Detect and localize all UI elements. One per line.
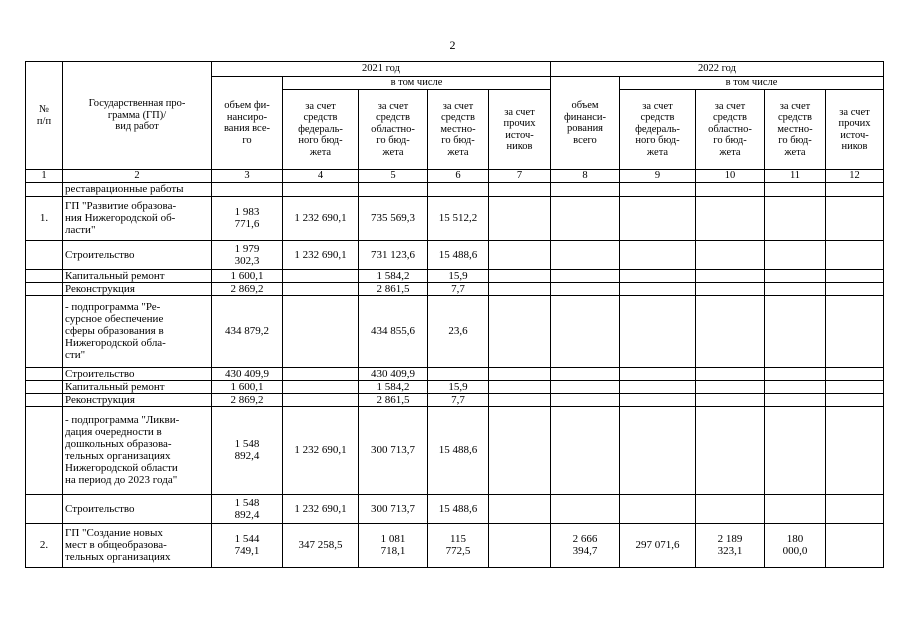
row-value [620, 240, 696, 269]
row-value [765, 269, 826, 282]
row-name: - подпрограмма "Ликви- дация очередности в дошкольных образова- тельных организациях Нижегородской области на период до 2023 года" [63, 406, 212, 494]
header-federal-2022: за счет средств федераль- ного бюд- жета [620, 90, 696, 170]
row-value [283, 367, 359, 380]
row-value: 1 600,1 [212, 269, 283, 282]
row-value [826, 406, 884, 494]
header-including-2022: в том числе [620, 77, 884, 90]
row-value [620, 282, 696, 295]
row-value [620, 196, 696, 240]
row-value [765, 494, 826, 523]
row-value [826, 182, 884, 196]
row-value [696, 240, 765, 269]
row-value: 180 000,0 [765, 523, 826, 567]
col-number: 1 [26, 170, 63, 183]
header-num: № п/п [26, 62, 63, 170]
row-value: 1 232 690,1 [283, 406, 359, 494]
row-name: ГП "Развитие образова- ния Нижегородской об- ласти" [63, 196, 212, 240]
row-value [765, 295, 826, 367]
header-including-2021: в том числе [283, 77, 551, 90]
table-row [26, 523, 884, 567]
row-value [696, 494, 765, 523]
col-number: 11 [765, 170, 826, 183]
col-number: 3 [212, 170, 283, 183]
row-value [283, 393, 359, 406]
row-value [551, 494, 620, 523]
row-value: 15 512,2 [428, 196, 489, 240]
row-value: 735 569,3 [359, 196, 428, 240]
row-value [489, 269, 551, 282]
row-value: 15,9 [428, 269, 489, 282]
table-row [26, 240, 884, 269]
row-value [620, 295, 696, 367]
row-value [428, 182, 489, 196]
row-value [489, 494, 551, 523]
row-value [551, 269, 620, 282]
row-value: 15,9 [428, 380, 489, 393]
row-value [551, 182, 620, 196]
row-value [489, 282, 551, 295]
row-value [696, 367, 765, 380]
row-value: 1 232 690,1 [283, 240, 359, 269]
row-value: 2 861,5 [359, 282, 428, 295]
row-value [826, 393, 884, 406]
row-name: Реконструкция [63, 393, 212, 406]
header-regional-2022: за счет средств областно- го бюд- жета [696, 90, 765, 170]
row-number: 2. [26, 523, 63, 567]
row-value [765, 367, 826, 380]
col-number: 2 [63, 170, 212, 183]
row-name: Строительство [63, 240, 212, 269]
table-row [26, 295, 884, 367]
row-value: 434 879,2 [212, 295, 283, 367]
row-value [826, 282, 884, 295]
row-number [26, 269, 63, 282]
row-value [489, 380, 551, 393]
row-name: Капитальный ремонт [63, 269, 212, 282]
row-number [26, 282, 63, 295]
table-row [26, 269, 884, 282]
row-value [765, 196, 826, 240]
row-value: 15 488,6 [428, 240, 489, 269]
row-number: 1. [26, 196, 63, 240]
row-value: 15 488,6 [428, 494, 489, 523]
row-value [765, 282, 826, 295]
row-value: 7,7 [428, 393, 489, 406]
row-number [26, 367, 63, 380]
row-value [826, 367, 884, 380]
header-year-2021: 2021 год [212, 62, 551, 77]
row-value: 1 979 302,3 [212, 240, 283, 269]
row-value [283, 282, 359, 295]
row-value: 115 772,5 [428, 523, 489, 567]
row-value [551, 380, 620, 393]
table-row [26, 406, 884, 494]
row-value: 430 409,9 [359, 367, 428, 380]
row-value [696, 393, 765, 406]
row-value [826, 523, 884, 567]
funding-table [25, 61, 884, 568]
row-number [26, 494, 63, 523]
row-value [620, 380, 696, 393]
row-value [620, 367, 696, 380]
row-value: 1 548 892,4 [212, 494, 283, 523]
row-value [283, 295, 359, 367]
col-number: 4 [283, 170, 359, 183]
col-number: 7 [489, 170, 551, 183]
row-value: 1 584,2 [359, 269, 428, 282]
row-value: 2 666 394,7 [551, 523, 620, 567]
row-value [551, 282, 620, 295]
row-value [620, 269, 696, 282]
row-value [696, 406, 765, 494]
row-name: реставрационные работы [63, 182, 212, 196]
header-regional-2021: за счет средств областно- го бюд- жета [359, 90, 428, 170]
row-number [26, 295, 63, 367]
col-number: 5 [359, 170, 428, 183]
row-value [551, 406, 620, 494]
row-value [551, 196, 620, 240]
row-value [826, 240, 884, 269]
row-value [696, 295, 765, 367]
row-value [620, 406, 696, 494]
row-value [826, 494, 884, 523]
row-value: 300 713,7 [359, 494, 428, 523]
header-federal-2021: за счет средств федераль- ного бюд- жета [283, 90, 359, 170]
row-value [765, 182, 826, 196]
col-number: 9 [620, 170, 696, 183]
row-value: 1 584,2 [359, 380, 428, 393]
row-value: 1 544 749,1 [212, 523, 283, 567]
row-value [826, 295, 884, 367]
row-value [551, 367, 620, 380]
row-value [489, 393, 551, 406]
row-value [765, 393, 826, 406]
table-row [26, 380, 884, 393]
row-number [26, 393, 63, 406]
header-total-2022: объем финанси- рования всего [551, 77, 620, 170]
row-name: - подпрограмма "Ре- сурсное обеспечение сферы образования в Нижегородской обла- сти" [63, 295, 212, 367]
row-value [489, 182, 551, 196]
row-name: Строительство [63, 367, 212, 380]
row-value: 1 983 771,6 [212, 196, 283, 240]
row-value [696, 196, 765, 240]
row-value: 2 861,5 [359, 393, 428, 406]
row-value: 23,6 [428, 295, 489, 367]
row-value [620, 393, 696, 406]
row-value: 1 081 718,1 [359, 523, 428, 567]
row-value [489, 295, 551, 367]
row-value: 731 123,6 [359, 240, 428, 269]
row-value [489, 406, 551, 494]
row-value [826, 269, 884, 282]
header-other-2021: за счет прочих источ- ников [489, 90, 551, 170]
row-value [826, 196, 884, 240]
row-value: 1 548 892,4 [212, 406, 283, 494]
table-row [26, 282, 884, 295]
row-value [696, 182, 765, 196]
row-value: 2 869,2 [212, 393, 283, 406]
row-value [765, 406, 826, 494]
row-number [26, 380, 63, 393]
row-value [696, 282, 765, 295]
row-value [359, 182, 428, 196]
row-value [489, 240, 551, 269]
header-local-2022: за счет средств местно- го бюд- жета [765, 90, 826, 170]
table-row [26, 393, 884, 406]
row-value [551, 295, 620, 367]
row-value [696, 269, 765, 282]
row-value [212, 182, 283, 196]
row-value [765, 380, 826, 393]
row-value [489, 196, 551, 240]
row-value [620, 182, 696, 196]
page-number: 2 [449, 38, 456, 52]
col-number: 6 [428, 170, 489, 183]
col-number: 8 [551, 170, 620, 183]
header-other-2022: за счет прочих источ- ников [826, 90, 884, 170]
row-value [765, 240, 826, 269]
col-number: 12 [826, 170, 884, 183]
row-value: 15 488,6 [428, 406, 489, 494]
row-value [551, 240, 620, 269]
row-value [283, 380, 359, 393]
table-row [26, 196, 884, 240]
row-value: 1 232 690,1 [283, 494, 359, 523]
row-value [551, 393, 620, 406]
row-name: Строительство [63, 494, 212, 523]
row-value: 7,7 [428, 282, 489, 295]
row-name: ГП "Создание новых мест в общеобразова- тельных организациях [63, 523, 212, 567]
row-value: 2 189 323,1 [696, 523, 765, 567]
col-number: 10 [696, 170, 765, 183]
row-value [283, 269, 359, 282]
table-row [26, 182, 884, 196]
row-name: Капитальный ремонт [63, 380, 212, 393]
row-value: 297 071,6 [620, 523, 696, 567]
row-value: 300 713,7 [359, 406, 428, 494]
row-value [489, 523, 551, 567]
row-number [26, 182, 63, 196]
row-name: Реконструкция [63, 282, 212, 295]
row-value [489, 367, 551, 380]
row-value: 430 409,9 [212, 367, 283, 380]
row-number [26, 406, 63, 494]
row-value: 347 258,5 [283, 523, 359, 567]
row-value [826, 380, 884, 393]
header-total-2021: объем фи- нансиро- вания все- го [212, 77, 283, 170]
row-value [428, 367, 489, 380]
row-number [26, 240, 63, 269]
row-value: 434 855,6 [359, 295, 428, 367]
row-value [283, 182, 359, 196]
header-program: Государственная про- грамма (ГП)/ вид работ [63, 62, 212, 170]
row-value [620, 494, 696, 523]
header-local-2021: за счет средств местно- го бюд- жета [428, 90, 489, 170]
table-row [26, 367, 884, 380]
table-row [26, 494, 884, 523]
row-value: 2 869,2 [212, 282, 283, 295]
row-value: 1 600,1 [212, 380, 283, 393]
row-value: 1 232 690,1 [283, 196, 359, 240]
header-year-2022: 2022 год [551, 62, 884, 77]
row-value [696, 380, 765, 393]
